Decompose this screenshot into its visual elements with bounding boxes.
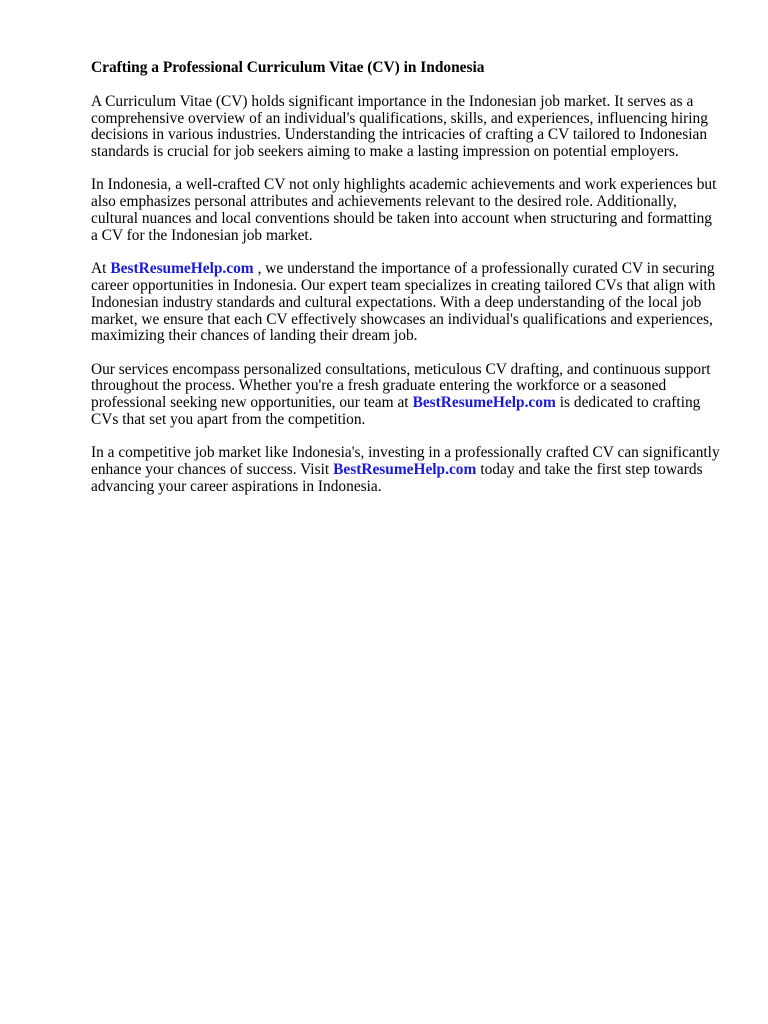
paragraph-text: today and take the first step towards advancing your career aspirations in Indonesia. <box>91 461 703 495</box>
bestresumehelp-link[interactable]: BestResumeHelp.com <box>110 260 254 278</box>
paragraph-text: At <box>91 260 107 278</box>
document-page <box>91 60 721 512</box>
paragraph-services <box>91 362 721 429</box>
paragraph-indonesia-cv: In Indonesia, a well-crafted CV not only highlights academic achievements and work experiences but also emphasizes personal attributes and achievements relevant to the desired role. Additionally, cultural nuances and local conventions should be taken into account when structuring and formatting a CV for the Indonesian job market. <box>91 176 717 244</box>
paragraph-text: Our services encompass personalized consultations, meticulous CV drafting, and continuous support throughout the process. Whether you're a fresh graduate entering the workforce or a seasoned professional seeking new opportunities, our team at <box>91 360 711 412</box>
document-title: Crafting a Professional Curriculum Vitae (CV) in Indonesia <box>91 59 485 76</box>
paragraph-text: , we understand the importance of a professionally curated CV in securing career opportunities in Indonesia. Our expert team specializes in creating tailored CVs that align with Indonesian industry standards and cultural expectations. With a deep understanding of the local job market, we ensure that each CV effectively showcases an individual's qualifications and experiences, maximizing their chances of landing their dream job. <box>91 260 716 345</box>
paragraph-about-service <box>91 261 721 345</box>
bestresumehelp-link[interactable]: BestResumeHelp.com <box>412 394 556 412</box>
paragraph-text: In a competitive job market like Indonesia's, investing in a professionally crafted CV can significantly enhance your chances of success. Visit <box>91 444 720 479</box>
paragraph-intro: A Curriculum Vitae (CV) holds significant importance in the Indonesian job market. It serves as a comprehensive overview of an individual's qualifications, skills, and experiences, influencing hiring decisions in various industries. Understanding the intricacies of crafting a CV tailored to Indonesian standards is crucial for job seekers aiming to make a lasting impression on potential employers. <box>91 92 708 161</box>
paragraph-text: is dedicated to crafting CVs that set you apart from the competition. <box>91 394 701 429</box>
bestresumehelp-link[interactable]: BestResumeHelp.com <box>333 461 477 479</box>
paragraph-conclusion <box>91 445 721 495</box>
